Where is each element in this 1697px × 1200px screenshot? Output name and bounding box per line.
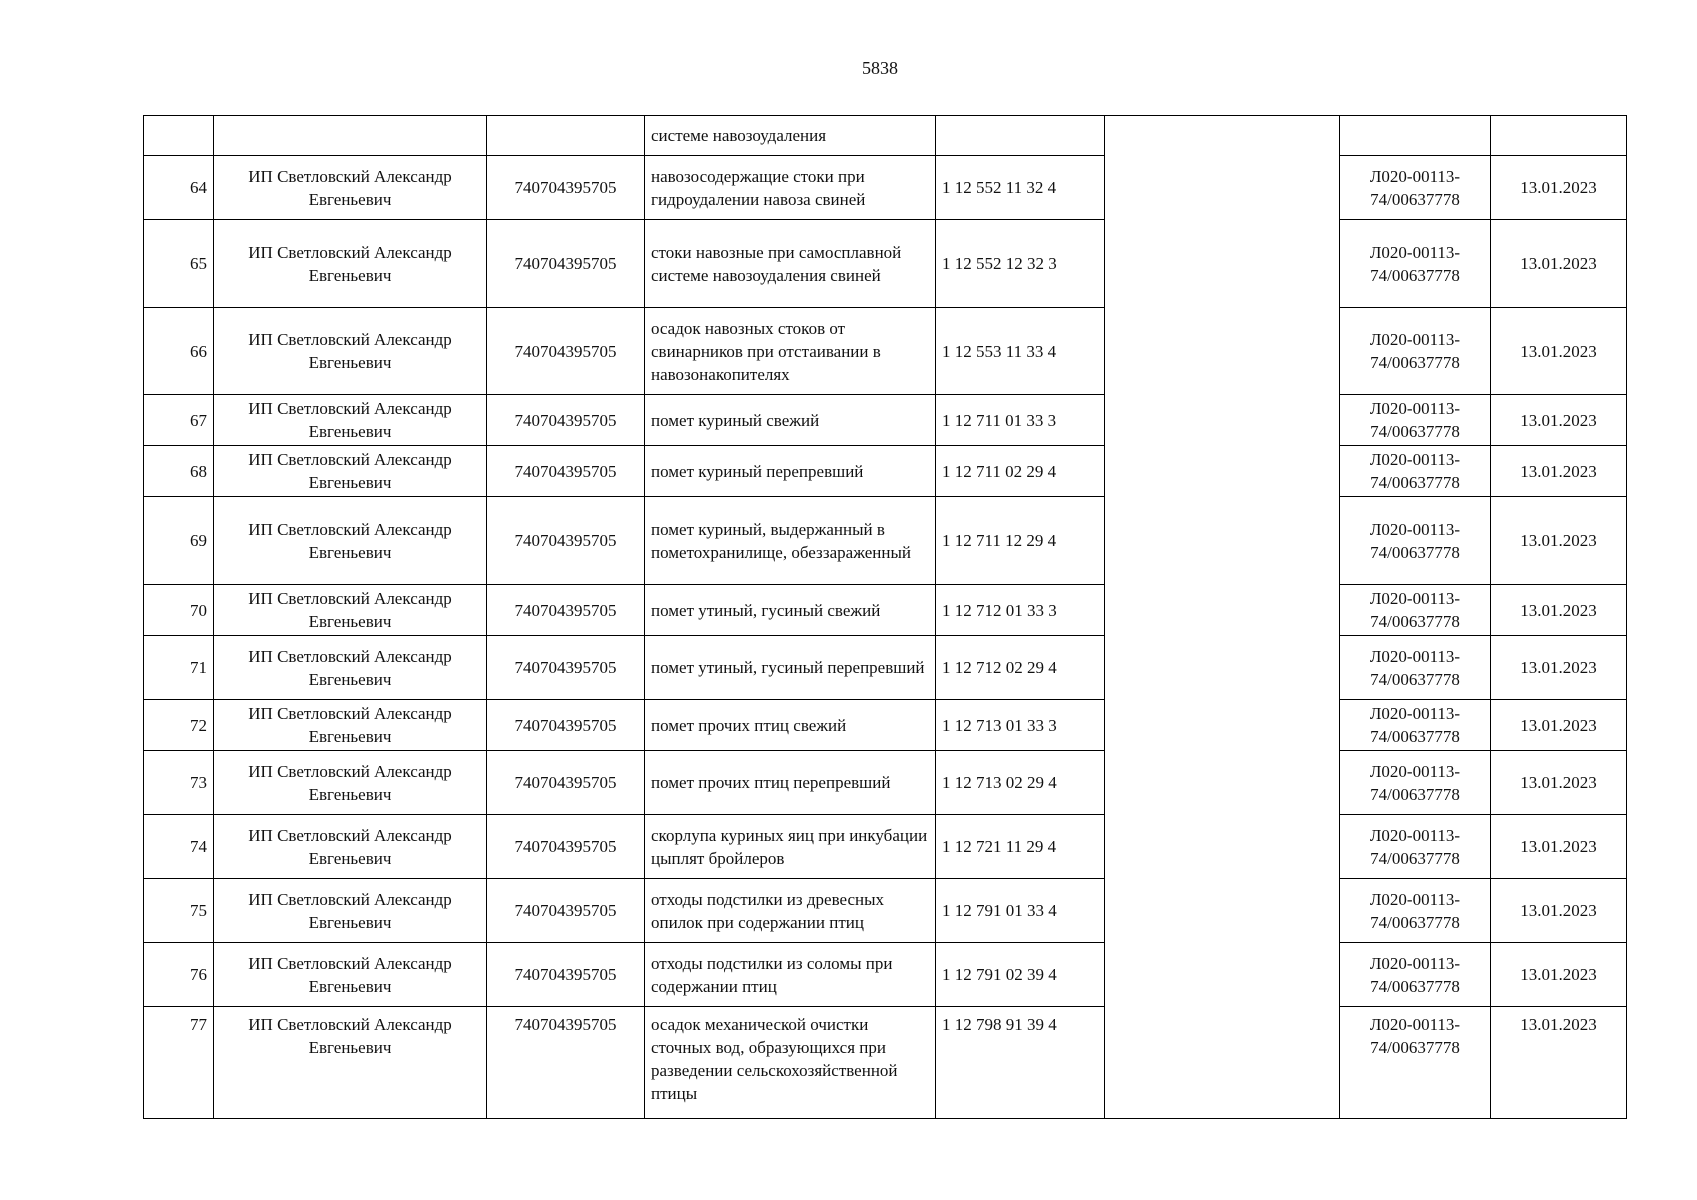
cell-waste: навозосодержащие стоки при гидроудалении навоза свиней <box>645 156 936 220</box>
cell-date <box>1491 116 1627 156</box>
cell-name: ИП Светловский Александр Евгеньевич <box>214 308 487 395</box>
cell-license: Л020-00113-74/00637778 <box>1340 497 1491 585</box>
table-row <box>144 585 1627 636</box>
cell-date: 13.01.2023 <box>1491 308 1627 395</box>
cell-inn: 740704395705 <box>487 446 645 497</box>
cell-name: ИП Светловский Александр Евгеньевич <box>214 815 487 879</box>
cell-inn: 740704395705 <box>487 156 645 220</box>
cell-date: 13.01.2023 <box>1491 585 1627 636</box>
cell-license: Л020-00113-74/00637778 <box>1340 395 1491 446</box>
cell-code: 1 12 711 01 33 3 <box>936 395 1105 446</box>
cell-inn: 740704395705 <box>487 308 645 395</box>
cell-inn: 740704395705 <box>487 395 645 446</box>
cell-license: Л020-00113-74/00637778 <box>1340 879 1491 943</box>
cell-code: 1 12 553 11 33 4 <box>936 308 1105 395</box>
cell-date: 13.01.2023 <box>1491 751 1627 815</box>
cell-name: ИП Светловский Александр Евгеньевич <box>214 943 487 1007</box>
table-row <box>144 1007 1627 1119</box>
cell-license: Л020-00113-74/00637778 <box>1340 943 1491 1007</box>
cell-num: 73 <box>144 751 214 815</box>
table-row <box>144 751 1627 815</box>
cell-waste: стоки навозные при самосплавной системе навозоудаления свиней <box>645 220 936 308</box>
cell-empty-column <box>1105 116 1340 1119</box>
cell-license: Л020-00113-74/00637778 <box>1340 815 1491 879</box>
cell-waste: осадок навозных стоков от свинарников при отстаивании в навозонакопителях <box>645 308 936 395</box>
cell-waste: помет утиный, гусиный перепревший <box>645 636 936 700</box>
cell-license <box>1340 116 1491 156</box>
cell-inn: 740704395705 <box>487 815 645 879</box>
cell-date: 13.01.2023 <box>1491 1007 1627 1119</box>
cell-name: ИП Светловский Александр Евгеньевич <box>214 636 487 700</box>
cell-date: 13.01.2023 <box>1491 700 1627 751</box>
table-row <box>144 156 1627 220</box>
cell-waste: помет прочих птиц свежий <box>645 700 936 751</box>
cell-waste: системе навозоудаления <box>645 116 936 156</box>
cell-waste: скорлупа куриных яиц при инкубации цыплят бройлеров <box>645 815 936 879</box>
cell-num: 71 <box>144 636 214 700</box>
cell-code: 1 12 713 01 33 3 <box>936 700 1105 751</box>
cell-waste: отходы подстилки из соломы при содержании птиц <box>645 943 936 1007</box>
cell-waste: помет куриный, выдержанный в пометохранилище, обеззараженный <box>645 497 936 585</box>
cell-date: 13.01.2023 <box>1491 815 1627 879</box>
cell-num <box>144 116 214 156</box>
cell-code: 1 12 791 01 33 4 <box>936 879 1105 943</box>
cell-num: 69 <box>144 497 214 585</box>
cell-license: Л020-00113-74/00637778 <box>1340 585 1491 636</box>
table-row-continuation <box>144 116 1627 156</box>
cell-waste: помет куриный перепревший <box>645 446 936 497</box>
cell-num: 65 <box>144 220 214 308</box>
cell-name: ИП Светловский Александр Евгеньевич <box>214 220 487 308</box>
cell-inn: 740704395705 <box>487 497 645 585</box>
cell-waste: помет прочих птиц перепревший <box>645 751 936 815</box>
cell-waste: отходы подстилки из древесных опилок при содержании птиц <box>645 879 936 943</box>
waste-license-table <box>143 115 1627 1119</box>
cell-num: 74 <box>144 815 214 879</box>
cell-num: 66 <box>144 308 214 395</box>
table-row <box>144 636 1627 700</box>
cell-code: 1 12 712 02 29 4 <box>936 636 1105 700</box>
cell-date: 13.01.2023 <box>1491 497 1627 585</box>
cell-date: 13.01.2023 <box>1491 636 1627 700</box>
cell-name <box>214 116 487 156</box>
cell-code: 1 12 713 02 29 4 <box>936 751 1105 815</box>
cell-date: 13.01.2023 <box>1491 156 1627 220</box>
table-body <box>144 116 1627 1119</box>
page-number: 5838 <box>862 58 898 78</box>
cell-name: ИП Светловский Александр Евгеньевич <box>214 446 487 497</box>
cell-code: 1 12 552 12 32 3 <box>936 220 1105 308</box>
cell-inn: 740704395705 <box>487 943 645 1007</box>
cell-date: 13.01.2023 <box>1491 446 1627 497</box>
cell-name: ИП Светловский Александр Евгеньевич <box>214 751 487 815</box>
cell-name: ИП Светловский Александр Евгеньевич <box>214 700 487 751</box>
table-row <box>144 497 1627 585</box>
cell-inn: 740704395705 <box>487 700 645 751</box>
cell-inn: 740704395705 <box>487 636 645 700</box>
cell-num: 75 <box>144 879 214 943</box>
cell-code: 1 12 712 01 33 3 <box>936 585 1105 636</box>
cell-code: 1 12 711 02 29 4 <box>936 446 1105 497</box>
cell-num: 76 <box>144 943 214 1007</box>
table-row <box>144 815 1627 879</box>
cell-num: 70 <box>144 585 214 636</box>
cell-license: Л020-00113-74/00637778 <box>1340 636 1491 700</box>
cell-waste: помет утиный, гусиный свежий <box>645 585 936 636</box>
cell-date: 13.01.2023 <box>1491 220 1627 308</box>
cell-license: Л020-00113-74/00637778 <box>1340 156 1491 220</box>
cell-code: 1 12 721 11 29 4 <box>936 815 1105 879</box>
cell-license: Л020-00113-74/00637778 <box>1340 220 1491 308</box>
table-row <box>144 395 1627 446</box>
cell-name: ИП Светловский Александр Евгеньевич <box>214 585 487 636</box>
cell-date: 13.01.2023 <box>1491 395 1627 446</box>
cell-date: 13.01.2023 <box>1491 943 1627 1007</box>
cell-num: 67 <box>144 395 214 446</box>
cell-num: 64 <box>144 156 214 220</box>
cell-license: Л020-00113-74/00637778 <box>1340 751 1491 815</box>
cell-waste: помет куриный свежий <box>645 395 936 446</box>
cell-license: Л020-00113-74/00637778 <box>1340 308 1491 395</box>
cell-name: ИП Светловский Александр Евгеньевич <box>214 1007 487 1119</box>
table-row <box>144 308 1627 395</box>
cell-name: ИП Светловский Александр Евгеньевич <box>214 156 487 220</box>
cell-num: 77 <box>144 1007 214 1119</box>
cell-inn <box>487 116 645 156</box>
cell-code: 1 12 552 11 32 4 <box>936 156 1105 220</box>
cell-name: ИП Светловский Александр Евгеньевич <box>214 879 487 943</box>
cell-waste: осадок механической очистки сточных вод, образующихся при разведении сельскохозяйственной птицы <box>645 1007 936 1119</box>
cell-license: Л020-00113-74/00637778 <box>1340 446 1491 497</box>
cell-code <box>936 116 1105 156</box>
cell-date: 13.01.2023 <box>1491 879 1627 943</box>
table-row <box>144 700 1627 751</box>
table-row <box>144 879 1627 943</box>
cell-code: 1 12 791 02 39 4 <box>936 943 1105 1007</box>
cell-code: 1 12 798 91 39 4 <box>936 1007 1105 1119</box>
table-row <box>144 446 1627 497</box>
cell-inn: 740704395705 <box>487 1007 645 1119</box>
cell-license: Л020-00113-74/00637778 <box>1340 1007 1491 1119</box>
cell-inn: 740704395705 <box>487 220 645 308</box>
cell-num: 68 <box>144 446 214 497</box>
cell-inn: 740704395705 <box>487 751 645 815</box>
cell-inn: 740704395705 <box>487 879 645 943</box>
table-row <box>144 943 1627 1007</box>
cell-code: 1 12 711 12 29 4 <box>936 497 1105 585</box>
cell-inn: 740704395705 <box>487 585 645 636</box>
cell-name: ИП Светловский Александр Евгеньевич <box>214 395 487 446</box>
cell-license: Л020-00113-74/00637778 <box>1340 700 1491 751</box>
table-row <box>144 220 1627 308</box>
cell-num: 72 <box>144 700 214 751</box>
cell-name: ИП Светловский Александр Евгеньевич <box>214 497 487 585</box>
